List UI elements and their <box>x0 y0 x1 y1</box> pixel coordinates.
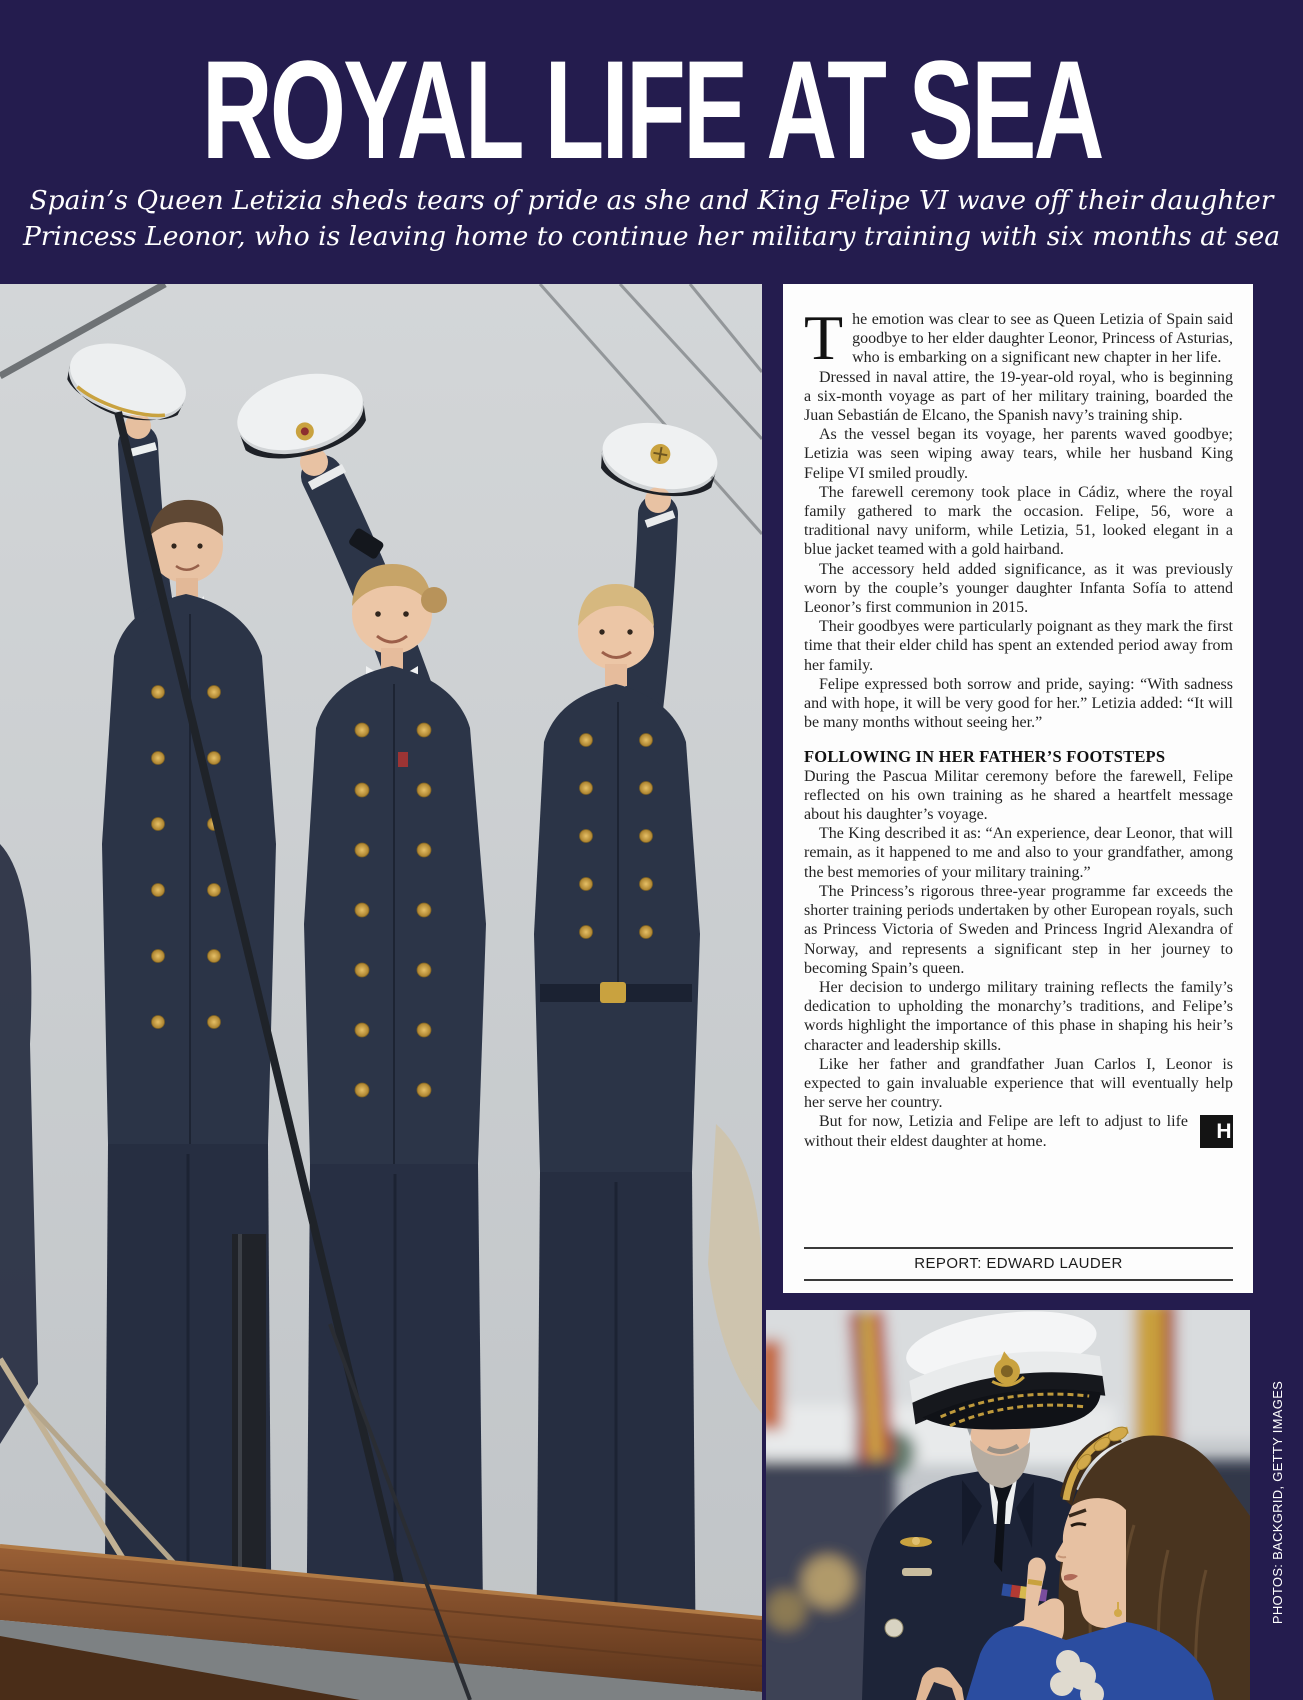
end-of-article-marker: H <box>1200 1115 1233 1148</box>
paragraph: Felipe expressed both sorrow and pride, saying: “With sadness and with hope, it will be very good for her.” Letizia added: “It will be many months without seeing her.” <box>804 675 1233 732</box>
report-byline: REPORT: EDWARD LAUDER <box>804 1247 1233 1281</box>
main-photo-illustration <box>0 284 762 1700</box>
opening-text: he emotion was clear to see as Queen Letizia of Spain said goodbye to her elder daughter Leonor, Princess of Asturias, who is embarking on a significant new chapter in her life. <box>852 311 1233 367</box>
secondary-photo <box>766 1310 1250 1700</box>
paragraph: Their goodbyes were particularly poignant as they mark the first time that their elder child has spent an extended period away from her family. <box>804 618 1233 674</box>
paragraph: The Princess’s rigorous three-year programme far exceeds the shorter training periods undertaken by other European royals, such as Princess Victoria of Sweden and Princess Ingrid Alexandra of Norway, and represents a significant step in her journey to becoming Spain’s queen. <box>804 882 1233 977</box>
standfirst-line-1: Spain’s Queen Letizia sheds tears of pride as she and King Felipe VI wave off their daughter <box>29 185 1274 216</box>
photo-credit <box>1252 1380 1303 1625</box>
paragraph-opening <box>804 302 1233 373</box>
headline-wrap <box>0 31 1303 188</box>
article-panel <box>783 284 1253 1293</box>
secondary-photo-illustration <box>766 1310 1250 1700</box>
article-body <box>783 284 1253 1151</box>
paragraph: The farewell ceremony took place in Cádiz, where the royal family gathered to mark the occasion. Felipe, 56, wore a traditional navy uniform, while Letizia, 51, looked elegant in a blue jacket teamed with a gold hairband. <box>804 483 1233 559</box>
standfirst-line-2: Princess Leonor, who is leaving home to continue her military training with six months at sea <box>22 221 1281 252</box>
paragraph: Dressed in naval attire, the 19-year-old royal, who is beginning a six-month voyage as part of her military training, boarded the Juan Sebastián de Elcano, the Spanish navy’s training ship. <box>804 368 1233 425</box>
photo-credit-text: PHOTOS: BACKGRID, GETTY IMAGES <box>1270 1380 1286 1625</box>
paragraph: Her decision to undergo military training reflects the family’s dedication to upholding the monarchy’s traditions, and Felipe’s words highlight the importance of this phase in shaping his heir’s character and leadership skills. <box>804 978 1233 1054</box>
paragraph: During the Pascua Militar ceremony before the farewell, Felipe reflected on his own training as he shared a heartfelt message about his daughter’s voyage. <box>804 767 1233 824</box>
closing-text: But for now, Letizia and Felipe are left to adjust to life without their eldest daughter at home. <box>804 1113 1188 1150</box>
section-subhead: FOLLOWING IN HER FATHER’S FOOTSTEPS <box>804 747 1166 767</box>
paragraph: The accessory held added significance, as it was previously worn by the couple’s younger daughter Infanta Sofía to attend Leonor’s first communion in 2015. <box>804 560 1233 617</box>
paragraph: As the vessel began its voyage, her parents waved goodbye; Letizia was seen wiping away tears, while her husband King Felipe VI smiled proudly. <box>804 426 1233 482</box>
main-photo <box>0 284 762 1700</box>
paragraph-closing <box>804 1112 1233 1150</box>
earring <box>1114 1609 1122 1617</box>
paragraph: The King described it as: “An experience, dear Leonor, that will remain, as it happened to me and also to your grandfather, among the best memories of your military training.” <box>804 825 1233 881</box>
drop-cap: T <box>804 302 844 373</box>
paragraph: Like her father and grandfather Juan Carlos I, Leonor is expected to gain invaluable experience that will eventually help her serve her country. <box>804 1055 1233 1112</box>
page-title: ROYAL LIFE AT SEA <box>201 31 1102 188</box>
